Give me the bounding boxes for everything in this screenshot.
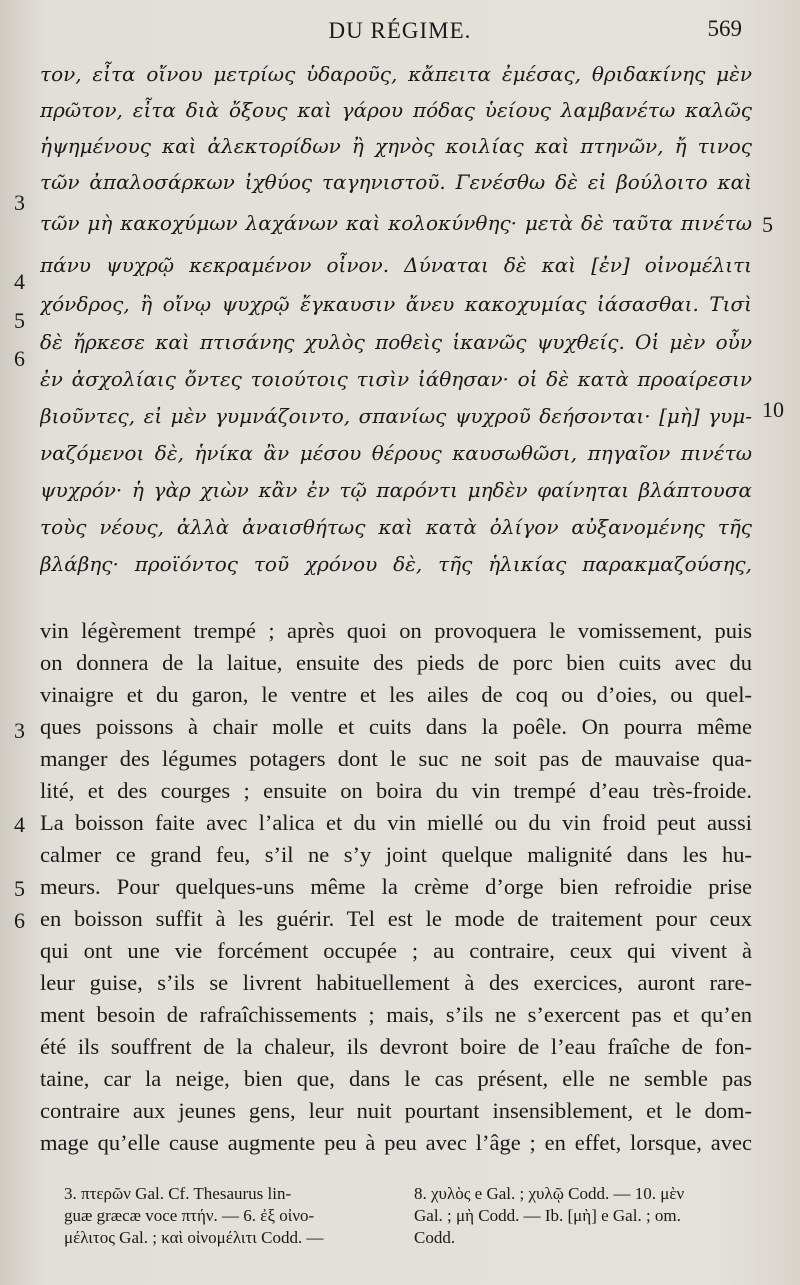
french-line: meurs. Pour quelques-uns même la crème d’orge bien refroidie prise xyxy=(40,874,752,899)
footnote-line: 3. πτερῶν Gal. Cf. Thesaurus lin- xyxy=(64,1184,292,1203)
greek-line: ψυχρόν· ἡ γὰρ χιὼν κἂν ἐν τῷ παρόντι μηδὲν φαίνηται βλάπτουσα xyxy=(40,478,752,502)
greek-line: τῶν ἀπαλοσάρκων ἰχθύος ταγηνιστοῦ. Γενέσθω δὲ εἰ βούλοιτο καὶ xyxy=(40,170,752,194)
french-line: mage qu’elle cause augmente peu à peu avec l’âge ; en effet, lorsque, avec xyxy=(40,1130,752,1155)
line-number: 6 xyxy=(14,908,25,933)
greek-line: τον, εἶτα οἴνου μετρίως ὑδαροῦς, κἄπειτα ἐμέσας, θριδακίνης μὲν xyxy=(40,62,752,86)
line-number: 5 xyxy=(14,876,25,901)
greek-line: πρῶτον, εἶτα διὰ ὄξους καὶ γάρου πόδας ὑείους λαμβανέτω καλῶς xyxy=(40,98,752,122)
line-number: 5 xyxy=(762,212,773,237)
greek-line: δὲ ἤρκεσε καὶ πτισάνης χυλὸς ποθεὶς ἱκανῶς ψυχθείς. Οἱ μὲν οὖν xyxy=(40,330,752,354)
line-number: 3 xyxy=(14,718,25,743)
footnote-line: 8. χυλὸς e Gal. ; χυλῷ Codd. — 10. μὲν xyxy=(414,1184,685,1203)
greek-line: τοὺς νέους, ἀλλὰ ἀναισθήτως καὶ κατὰ ὀλίγον αὐξανομένης τῆς xyxy=(40,515,752,539)
line-number: 3 xyxy=(14,190,25,215)
greek-line: ἐν ἀσχολίαις ὄντες τοιούτοις τισὶν ἰάθησαν· οἱ δὲ κατὰ προαίρεσιν xyxy=(40,367,752,391)
line-number: 4 xyxy=(14,269,25,294)
french-line: été ils souffrent de la chaleur, ils devront boire de l’eau fraîche de fon- xyxy=(40,1034,752,1059)
french-line: qui ont une vie forcément occupée ; au contraire, ceux qui vivent à xyxy=(40,938,752,963)
running-title: DU RÉGIME. xyxy=(328,18,472,43)
french-line: ment besoin de rafraîchissements ; mais, s’ils ne s’exercent pas et qu’en xyxy=(40,1002,752,1027)
french-line: leur guise, s’ils se livrent habituellement à des exercices, auront rare- xyxy=(40,970,752,995)
footnotes-left-column xyxy=(64,1183,394,1249)
french-line: contraire aux jeunes gens, leur nuit pourtant insensiblement, et le dom- xyxy=(40,1098,752,1123)
line-number: 6 xyxy=(14,346,25,371)
greek-line: βλάβης· προϊόντος τοῦ χρόνου δὲ, τῆς ἡλικίας παρακμαζούσης, xyxy=(40,552,752,576)
french-line: lité, et des courges ; ensuite on boira du vin trempé d’eau très-froide. xyxy=(40,778,752,803)
greek-line: βιοῦντες, εἰ μὲν γυμνάζοιντο, σπανίως ψυχροῦ δεήσονται· [μὴ] γυμ- xyxy=(40,404,752,428)
french-line: on donnera de la laitue, ensuite des pieds de porc bien cuits avec du xyxy=(40,650,752,675)
french-line: taine, car la neige, bien que, dans le cas présent, elle ne semble pas xyxy=(40,1066,752,1091)
french-line: vin légèrement trempé ; après quoi on provoquera le vomissement, puis xyxy=(40,618,752,643)
line-number: 10 xyxy=(762,397,784,422)
greek-line: ἡψημένους καὶ ἀλεκτορίδων ἢ χηνὸς κοιλίας καὶ πτηνῶν, ἤ τινος xyxy=(40,134,752,158)
french-line: ques poissons à chair molle et cuits dans la poêle. On pourra même xyxy=(40,714,752,739)
french-line: en boisson suffit à les guérir. Tel est le mode de traitement pour ceux xyxy=(40,906,752,931)
page-number: 569 xyxy=(707,16,742,41)
greek-line: πάνυ ψυχρῷ κεκραμένον οἶνον. Δύναται δὲ καὶ [ἐν] οἰνομέλιτι xyxy=(40,253,752,277)
line-number: 5 xyxy=(14,308,25,333)
greek-line: χόνδρος, ἢ οἴνῳ ψυχρῷ ἔγκαυσιν ἄνευ κακοχυμίας ἰάσασθαι. Τισὶ xyxy=(40,292,752,316)
french-line: La boisson faite avec l’alica et du vin miellé ou du vin froid peut aussi xyxy=(40,810,752,835)
french-line: vinaigre et du garon, le ventre et les ailes de coq ou d’oies, ou quel- xyxy=(40,682,752,707)
greek-line: ναζόμενοι δὲ, ἡνίκα ἂν μέσου θέρους καυσωθῶσι, πηγαῖον πινέτω xyxy=(40,441,752,465)
french-line: manger des légumes potagers dont le suc ne soit pas de mauvaise qua- xyxy=(40,746,752,771)
line-number: 4 xyxy=(14,812,25,837)
footnotes-right-column xyxy=(414,1183,766,1249)
footnote-line: Codd. xyxy=(414,1228,456,1247)
greek-line: τῶν μὴ κακοχύμων λαχάνων καὶ κολοκύνθης· μετὰ δὲ ταῦτα πινέτω xyxy=(40,211,752,235)
footnote-line: guæ græcæ voce πτήν. — 6. ἐξ οἰνο- xyxy=(64,1206,315,1225)
french-line: calmer ce grand feu, s’il ne s’y joint quelque malignité dans les hu- xyxy=(40,842,752,867)
footnote-line: μέλιτος Gal. ; καὶ οἰνομέλιτι Codd. — xyxy=(64,1228,324,1247)
footnote-line: Gal. ; μὴ Codd. — Ib. [μὴ] e Gal. ; om. xyxy=(414,1206,681,1225)
